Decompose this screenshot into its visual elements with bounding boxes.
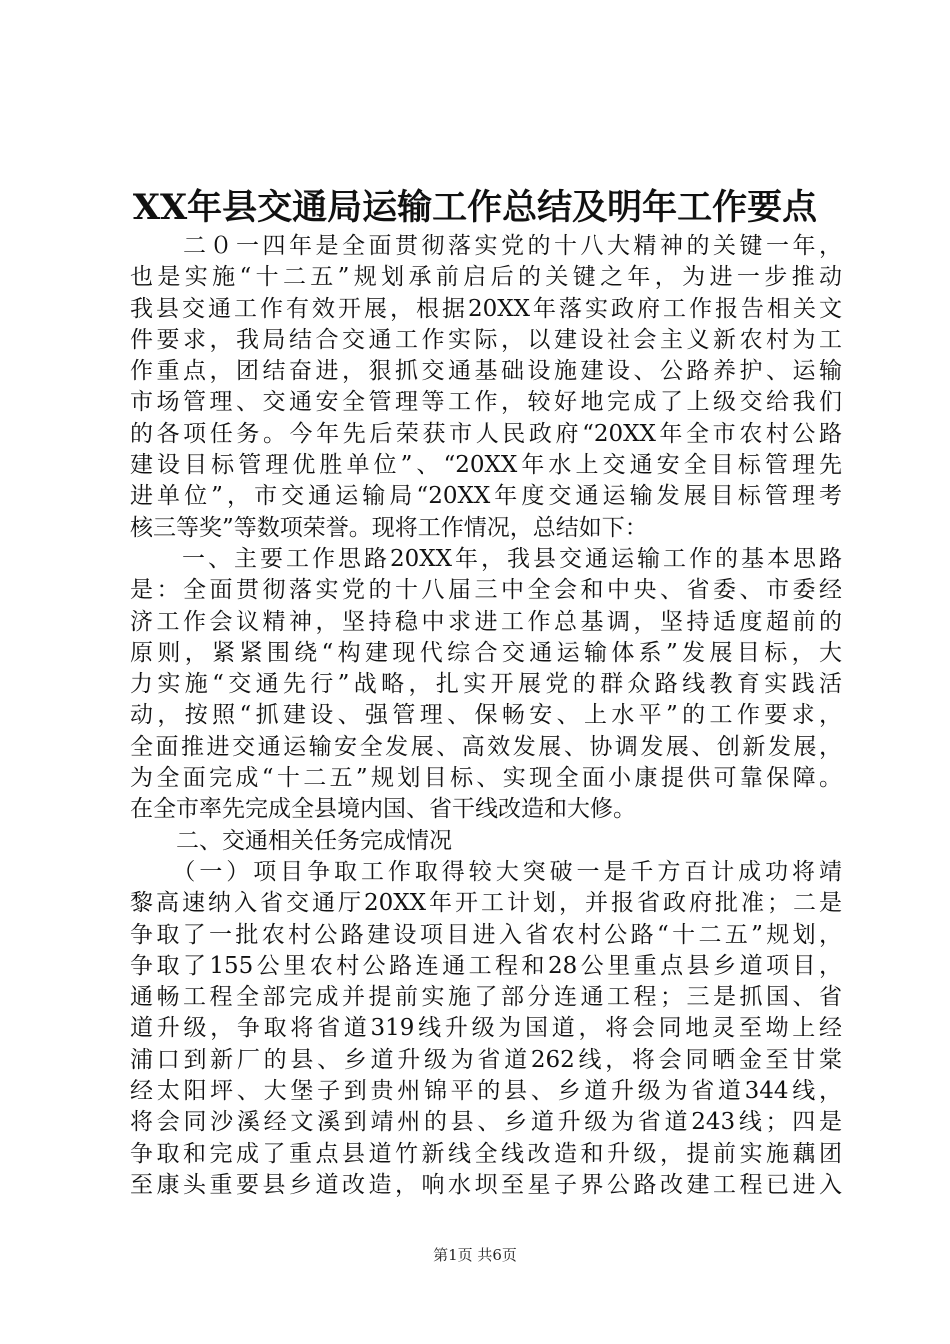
page-footer: 第1页 共6页 bbox=[433, 1246, 517, 1264]
document-body bbox=[130, 231, 842, 1201]
body-line: 浦口到新厂的县、乡道升级为省道262线，将会同晒金至甘棠 bbox=[130, 1046, 842, 1073]
section-heading: 二、交通相关任务完成情况 bbox=[130, 827, 452, 854]
body-line: 将会同沙溪经文溪到靖州的县、乡道升级为省道243线；四是 bbox=[130, 1109, 842, 1136]
body-line: 济工作会议精神，坚持稳中求进工作总基调，坚持适度超前的 bbox=[130, 608, 842, 635]
body-line: 为全面完成“十二五”规划目标、实现全面小康提供可靠保障。 bbox=[130, 765, 842, 792]
body-line: 在全市率先完成全县境内国、省干线改造和大修。 bbox=[130, 796, 636, 823]
body-line: 黎高速纳入省交通厅20XX年开工计划，并报省政府批准；二是 bbox=[130, 890, 842, 917]
body-line: 件要求，我局结合交通工作实际，以建设社会主义新农村为工 bbox=[130, 326, 842, 353]
body-line: 原则，紧紧围绕“构建现代综合交通运输体系”发展目标，大 bbox=[130, 639, 842, 666]
body-line: 道升级，争取将省道319线升级为国道，将会同地灵至坳上经 bbox=[130, 1015, 842, 1042]
body-line: 核三等奖”等数项荣誉。现将工作情况，总结如下： bbox=[130, 514, 648, 541]
body-line: 争取了155公里农村公路连通工程和28公里重点县乡道项目， bbox=[130, 952, 842, 979]
body-line: 进单位”，市交通运输局“20XX年度交通运输发展目标管理考 bbox=[130, 483, 842, 510]
body-line: 经太阳坪、大堡子到贵州锦平的县、乡道升级为省道344线， bbox=[130, 1078, 842, 1105]
document-title: XX年县交通局运输工作总结及明年工作要点 bbox=[132, 187, 818, 228]
body-line: （一）项目争取工作取得较大突破一是千方百计成功将靖 bbox=[130, 858, 842, 885]
body-line: 作重点，团结奋进，狠抓交通基础设施建设、公路养护、运输 bbox=[130, 358, 842, 385]
body-line: 二０一四年是全面贯彻落实党的十八大精神的关键一年， bbox=[130, 233, 842, 259]
body-line: 是：全面贯彻落实党的十八届三中全会和中央、省委、市委经 bbox=[130, 577, 842, 604]
body-line: 争取和完成了重点县道竹新线全线改造和升级，提前实施藕团 bbox=[130, 1140, 842, 1167]
body-line: 建设目标管理优胜单位”、“20XX年水上交通安全目标管理先 bbox=[130, 452, 842, 479]
body-line: 一、主要工作思路20XX年，我县交通运输工作的基本思路 bbox=[130, 545, 842, 572]
body-line: 的各项任务。今年先后荣获市人民政府“20XX年全市农村公路 bbox=[130, 420, 842, 447]
body-line: 力实施“交通先行”战略，扎实开展党的群众路线教育实践活 bbox=[130, 671, 842, 698]
body-line: 也是实施“十二五”规划承前启后的关键之年，为进一步推动 bbox=[130, 264, 842, 291]
body-line: 争取了一批农村公路建设项目进入省农村公路“十二五”规划， bbox=[130, 921, 842, 948]
body-line: 至康头重要县乡道改造，响水坝至星子界公路改建工程已进入 bbox=[130, 1171, 842, 1198]
body-line: 动，按照“抓建设、强管理、保畅安、上水平”的工作要求， bbox=[130, 702, 842, 729]
body-line: 全面推进交通运输安全发展、高效发展、协调发展、创新发展， bbox=[130, 733, 842, 760]
body-line: 市场管理、交通安全管理等工作，较好地完成了上级交给我们 bbox=[130, 389, 842, 416]
body-line: 通畅工程全部完成并提前实施了部分连通工程；三是抓国、省 bbox=[130, 984, 842, 1011]
body-line: 我县交通工作有效开展，根据20XX年落实政府工作报告相关文 bbox=[130, 295, 842, 322]
